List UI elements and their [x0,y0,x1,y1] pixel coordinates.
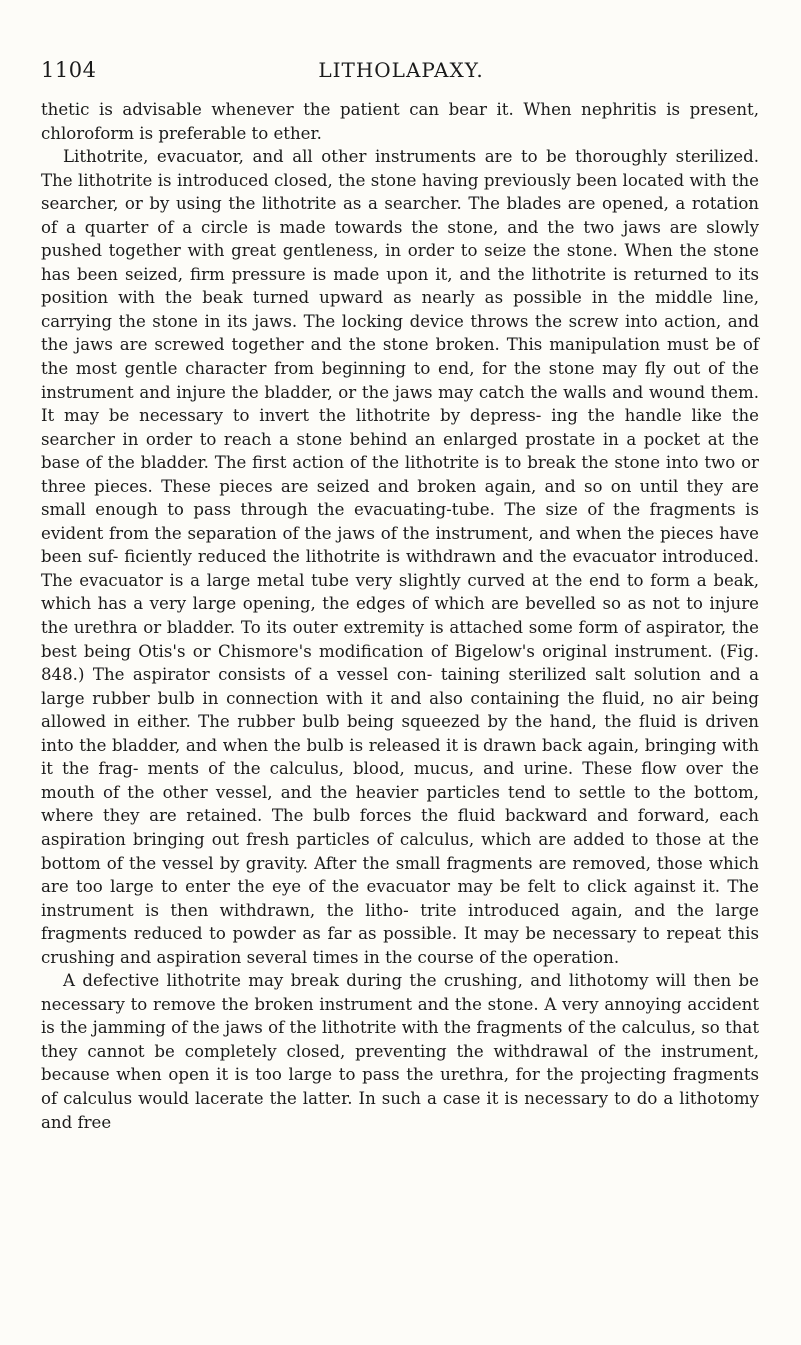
paragraph-lithotrite-procedure: Lithotrite, evacuator, and all other instruments are to be thoroughly sterilized. The lithotrite is introduced closed, the stone having previously been located with the searcher, or by using the lithotrite as a searcher. The blades are opened, a rotation of a quarter of a circle is made towards the stone, and the two jaws are slowly pushed together with great gentleness, in order to seize the stone. When the stone has been seized, firm pressure is made upon it, and the lithotrite is returned to its position with the beak turned upward as nearly as possible in the middle line, carrying the stone in its jaws. The locking device throws the screw into action, and the jaws are screwed together and the stone broken. This manipulation must be of the most gentle character from beginning to end, for the stone may fly out of the instrument and injure the bladder, or the jaws may catch the walls and wound them. It may be necessary to invert the lithotrite by depress- ing the handle like the searcher in order to reach a stone behind an enlarged prostate in a pocket at the base of the bladder. The first action of the lithotrite is to break the stone into two or three pieces. These pieces are seized and broken again, and so on until they are small enough to pass through the evacuating-tube. The size of the fragments is evident from the separation of the jaws of the instrument, and when the pieces have been suf- ficiently reduced the lithotrite is withdrawn and the evacuator introduced. The evacuator is a large metal tube very slightly curved at the end to form a beak, which has a very large opening, the edges of which are bevelled so as not to injure the urethra or bladder. To its outer extremity is attached some form of aspirator, the best being Otis's or Chismore's modification of Bigelow's original instrument. (Fig. 848.) The aspirator consists of a vessel con- taining sterilized salt solution and a large rubber bulb in connection with it and also containing the fluid, no air being allowed in either. The rubber bulb being squeezed by the hand, the fluid is driven into the bladder, and when the bulb is released it is drawn back again, bringing with it the frag- ments of the calculus, blood, mucus, and urine. These flow over the mouth of the other vessel, and the heavier particles tend to settle to the bottom, where they are retained. The bulb forces the fluid backward and forward, each aspiration bringing out fresh particles of calculus, which are added to those at the bottom of the vessel by gravity. After the small fragments are removed, those which are too large to enter the eye of the evacuator may be felt to click against it. The instrument is then withdrawn, the litho- trite introduced again, and the large fragments reduced to powder as far as possible. It may be necessary to repeat this crushing and aspiration several times in the course of the operation. [41,147,759,967]
running-title: LITHOLAPAXY. [318,58,484,82]
paragraph-defective-lithotrite: A defective lithotrite may break during the crushing, and lithotomy will then be necessary to remove the broken instrument and the stone. A very annoying accident is the jamming of the jaws of the lithotrite with the fragments of the calculus, so that they cannot be completely closed, preventing the withdrawal of the instrument, because when open it is too large to pass the urethra, for the projecting fragments of calculus would lacerate the latter. In such a case it is necessary to do a lithotomy and free [41,971,759,1132]
page-header [41,58,761,86]
body-text [41,98,759,1134]
paragraph-continuation: thetic is advisable whenever the patient can bear it. When nephritis is present, chloroform is preferable to ether. [41,100,759,143]
page-number: 1104 [41,58,97,82]
